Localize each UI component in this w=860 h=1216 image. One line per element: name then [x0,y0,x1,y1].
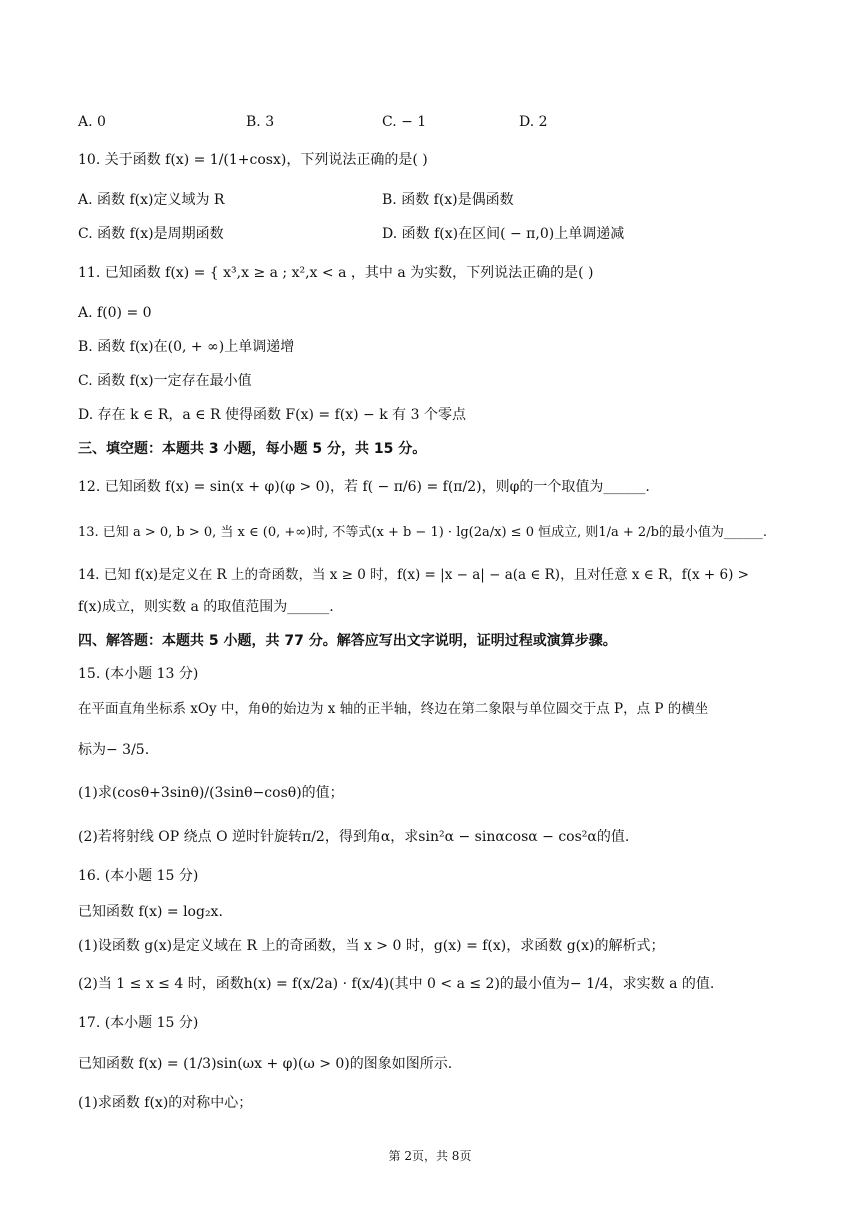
q15-head: 15. (本小题 13 分) [78,666,199,682]
q15-line2: 标为− 3/5. [78,742,150,758]
q11-option-a: A. f(0) = 0 [78,305,152,321]
section4-title: 四、解答题：本题共 5 小题，共 77 分。解答应写出文字说明，证明过程或演算步骤。 [78,633,617,649]
section3-title: 三、填空题：本题共 3 小题，每小题 5 分，共 15 分。 [78,441,427,457]
q11-option-b: B. 函数 f(x)在(0, + ∞)上单调递增 [78,339,295,355]
q9-option-a: A. 0 [78,114,106,130]
q9-option-d: D. 2 [519,114,548,130]
q13-text: 13. 已知 a > 0, b > 0, 当 x ∈ (0, +∞)时, 不等式(x + b − 1) · lg(2a/x) ≤ 0 恒成立, 则1/a + 2/b的最小值为______. [78,525,768,540]
q10-stem: 10. 关于函数 f(x) = 1/(1+cosx)，下列说法正确的是( ) [78,152,428,168]
q11-stem: 11. 已知函数 f(x) = { x³,x ≥ a ; x²,x < a ，其中 a 为实数，下列说法正确的是( ) [78,265,594,281]
q16-part1: (1)设函数 g(x)是定义域在 R 上的奇函数，当 x > 0 时，g(x) = f(x)，求函数 g(x)的解析式； [78,938,665,954]
q17-line1: 已知函数 f(x) = (1/3)sin(ωx + φ)(ω > 0)的图象如图所示. [78,1056,453,1072]
q10-option-a: A. 函数 f(x)定义域为 R [78,192,225,208]
q9-option-c: C. − 1 [382,114,427,130]
q10-option-b: B. 函数 f(x)是偶函数 [382,192,514,208]
q15-part1: (1)求(cosθ+3sinθ)/(3sinθ−cosθ)的值； [78,785,344,801]
q16-line1: 已知函数 f(x) = log₂x. [78,904,223,920]
q15-part2: (2)若将射线 OP 绕点 O 逆时针旋转π/2，得到角α，求sin²α − sinαcosα − cos²α的值. [78,829,630,845]
q17-head: 17. (本小题 15 分) [78,1015,199,1031]
q17-part1: (1)求函数 f(x)的对称中心； [78,1095,253,1111]
q15-line1: 在平面直角坐标系 xOy 中，角θ的始边为 x 轴的正半轴，终边在第二象限与单位圆交于点 P，点 P 的横坐 [78,701,709,717]
q9-option-b: B. 3 [246,114,275,130]
q16-head: 16. (本小题 15 分) [78,868,199,884]
q14-line2: f(x)成立，则实数 a 的取值范围为______. [78,599,334,615]
q11-option-d: D. 存在 k ∈ R，a ∈ R 使得函数 F(x) = f(x) − k 有 3 个零点 [78,407,466,423]
q10-option-c: C. 函数 f(x)是周期函数 [78,226,224,242]
q12-text: 12. 已知函数 f(x) = sin(x + φ)(φ > 0)，若 f( − π/6) = f(π/2)，则φ的一个取值为______. [78,479,650,495]
page-footer: 第 2页，共 8页 [388,1149,472,1163]
q16-part2: (2)当 1 ≤ x ≤ 4 时，函数h(x) = f(x/2a) · f(x/4)(其中 0 < a ≤ 2)的最小值为− 1/4，求实数 a 的值. [78,976,715,992]
q14-line1: 14. 已知 f(x)是定义在 R 上的奇函数，当 x ≥ 0 时，f(x) = |x − a| − a(a ∈ R)，且对任意 x ∈ R，f(x + 6) > [78,567,749,583]
q10-option-d: D. 函数 f(x)在区间( − π,0)上单调递减 [382,226,625,242]
q11-option-c: C. 函数 f(x)一定存在最小值 [78,373,252,389]
